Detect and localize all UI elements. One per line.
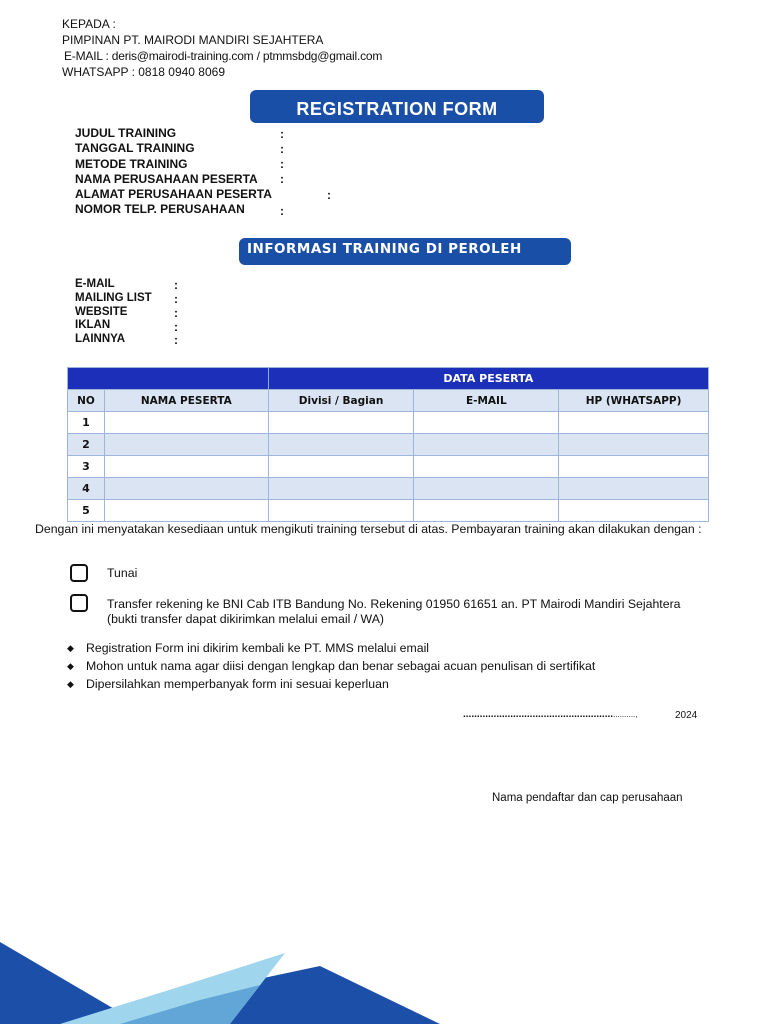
transfer-checkbox[interactable] — [70, 594, 88, 612]
recipient-whatsapp: WHATSAPP : 0818 0940 8069 — [62, 65, 225, 79]
cell-nama[interactable] — [104, 456, 268, 478]
colon-source-mailing: : — [174, 292, 178, 306]
field-judul-training: JUDUL TRAINING — [75, 126, 177, 140]
colon-tanggal: : — [280, 142, 284, 156]
cell-divisi[interactable] — [268, 412, 414, 434]
row-number: 4 — [68, 478, 105, 500]
cell-hp[interactable] — [559, 412, 709, 434]
participant-table — [67, 367, 709, 522]
table-group-spacer — [68, 368, 269, 390]
source-email: E-MAIL — [75, 278, 115, 290]
date-dots-light: .........., — [613, 710, 638, 719]
signature-caption: Nama pendaftar dan cap perusahaan — [492, 792, 683, 804]
signature-date-line — [463, 709, 637, 720]
col-header-nama: NAMA PESERTA — [104, 390, 268, 412]
col-header-divisi: Divisi / Bagian — [268, 390, 414, 412]
signature-year: 2024 — [675, 710, 698, 721]
cell-divisi[interactable] — [268, 434, 414, 456]
colon-alamat: : — [327, 188, 331, 202]
row-number: 5 — [68, 500, 105, 522]
source-website: WEBSITE — [75, 305, 128, 318]
list-item — [67, 640, 595, 658]
colon-judul: : — [280, 127, 284, 141]
table-row — [68, 478, 709, 500]
cell-nama[interactable] — [104, 500, 268, 522]
table-row — [68, 500, 709, 522]
col-header-email: E-MAIL — [414, 390, 559, 412]
footer-decoration — [0, 930, 768, 1024]
list-item — [67, 676, 595, 694]
colon-source-website: : — [174, 306, 178, 320]
field-alamat-perusahaan: ALAMAT PERUSAHAAN PESERTA — [75, 187, 272, 202]
field-nomor-telp: NOMOR TELP. PERUSAHAAN — [75, 202, 245, 217]
table-row — [68, 434, 709, 456]
date-dots-bold: ...................................................... — [463, 709, 614, 720]
transfer-line-2: (bukti transfer dapat dikirimkan melalui email / WA) — [107, 612, 384, 626]
cell-nama[interactable] — [104, 412, 268, 434]
diamond-bullet-icon: ◆ — [67, 661, 74, 671]
cash-label: Tunai — [107, 566, 138, 580]
table-group-header: DATA PESERTA — [268, 368, 708, 390]
list-item — [67, 658, 595, 676]
note-text: Mohon untuk nama agar diisi dengan lengkap dan benar sebagai acuan penulisan di sertifikat — [86, 659, 596, 673]
source-mailing-list: MAILING LIST — [75, 291, 152, 304]
colon-nama: : — [280, 172, 284, 186]
training-fields — [75, 126, 272, 218]
cell-hp[interactable] — [559, 456, 709, 478]
cell-email[interactable] — [414, 500, 559, 522]
form-title: REGISTRATION FORM — [250, 90, 544, 123]
cell-hp[interactable] — [559, 434, 709, 456]
transfer-line-1: Transfer rekening ke BNI Cab ITB Bandung No. Rekening 01950 61651 an. PT Mairodi Mandiri Sejahtera — [107, 597, 681, 611]
table-group-header-row — [68, 368, 709, 390]
cell-email[interactable] — [414, 434, 559, 456]
row-number: 3 — [68, 456, 105, 478]
cell-divisi[interactable] — [268, 478, 414, 500]
field-nama-perusahaan: NAMA PERUSAHAAN PESERTA — [75, 171, 258, 186]
cell-email[interactable] — [414, 412, 559, 434]
table-header-row — [68, 390, 709, 412]
colon-source-lainnya: : — [174, 333, 178, 347]
note-text: Dipersilahkan memperbanyak form ini sesuai keperluan — [86, 677, 389, 691]
recipient-label: KEPADA : — [62, 17, 116, 31]
notes-list — [67, 640, 595, 694]
row-number: 2 — [68, 434, 105, 456]
cell-email[interactable] — [414, 456, 559, 478]
cell-nama[interactable] — [104, 478, 268, 500]
source-iklan: IKLAN — [75, 319, 111, 332]
cell-divisi[interactable] — [268, 456, 414, 478]
cell-hp[interactable] — [559, 500, 709, 522]
cash-checkbox[interactable] — [70, 564, 88, 582]
transfer-label — [107, 597, 681, 627]
recipient-email: E-MAIL : deris@mairodi-training.com / ptmmsbdg@gmail.com — [64, 49, 383, 63]
table-row — [68, 456, 709, 478]
field-tanggal-training: TANGGAL TRAINING — [75, 141, 195, 156]
colon-telp: : — [280, 204, 284, 218]
statement-text: Dengan ini menyatakan kesediaan untuk mengikuti training tersebut di atas. Pembayaran training akan dilakukan dengan : — [35, 522, 702, 536]
colon-source-email: : — [174, 278, 178, 292]
source-list — [75, 278, 152, 347]
field-metode-training: METODE TRAINING — [75, 156, 188, 171]
row-number: 1 — [68, 412, 105, 434]
diamond-bullet-icon: ◆ — [67, 679, 74, 689]
diamond-bullet-icon: ◆ — [67, 643, 74, 653]
table-row — [68, 412, 709, 434]
cell-hp[interactable] — [559, 478, 709, 500]
colon-source-iklan: : — [174, 320, 178, 334]
cell-divisi[interactable] — [268, 500, 414, 522]
cell-nama[interactable] — [104, 434, 268, 456]
info-source-title: INFORMASI TRAINING DI PEROLEH DARI: — [239, 238, 571, 265]
note-text: Registration Form ini dikirim kembali ke PT. MMS melalui email — [86, 641, 430, 655]
col-header-hp: HP (WHATSAPP) — [559, 390, 709, 412]
recipient-company: PIMPINAN PT. MAIRODI MANDIRI SEJAHTERA — [62, 33, 324, 47]
source-lainnya: LAINNYA — [75, 333, 126, 346]
cell-email[interactable] — [414, 478, 559, 500]
colon-metode: : — [280, 157, 284, 171]
col-header-no: NO — [68, 390, 105, 412]
